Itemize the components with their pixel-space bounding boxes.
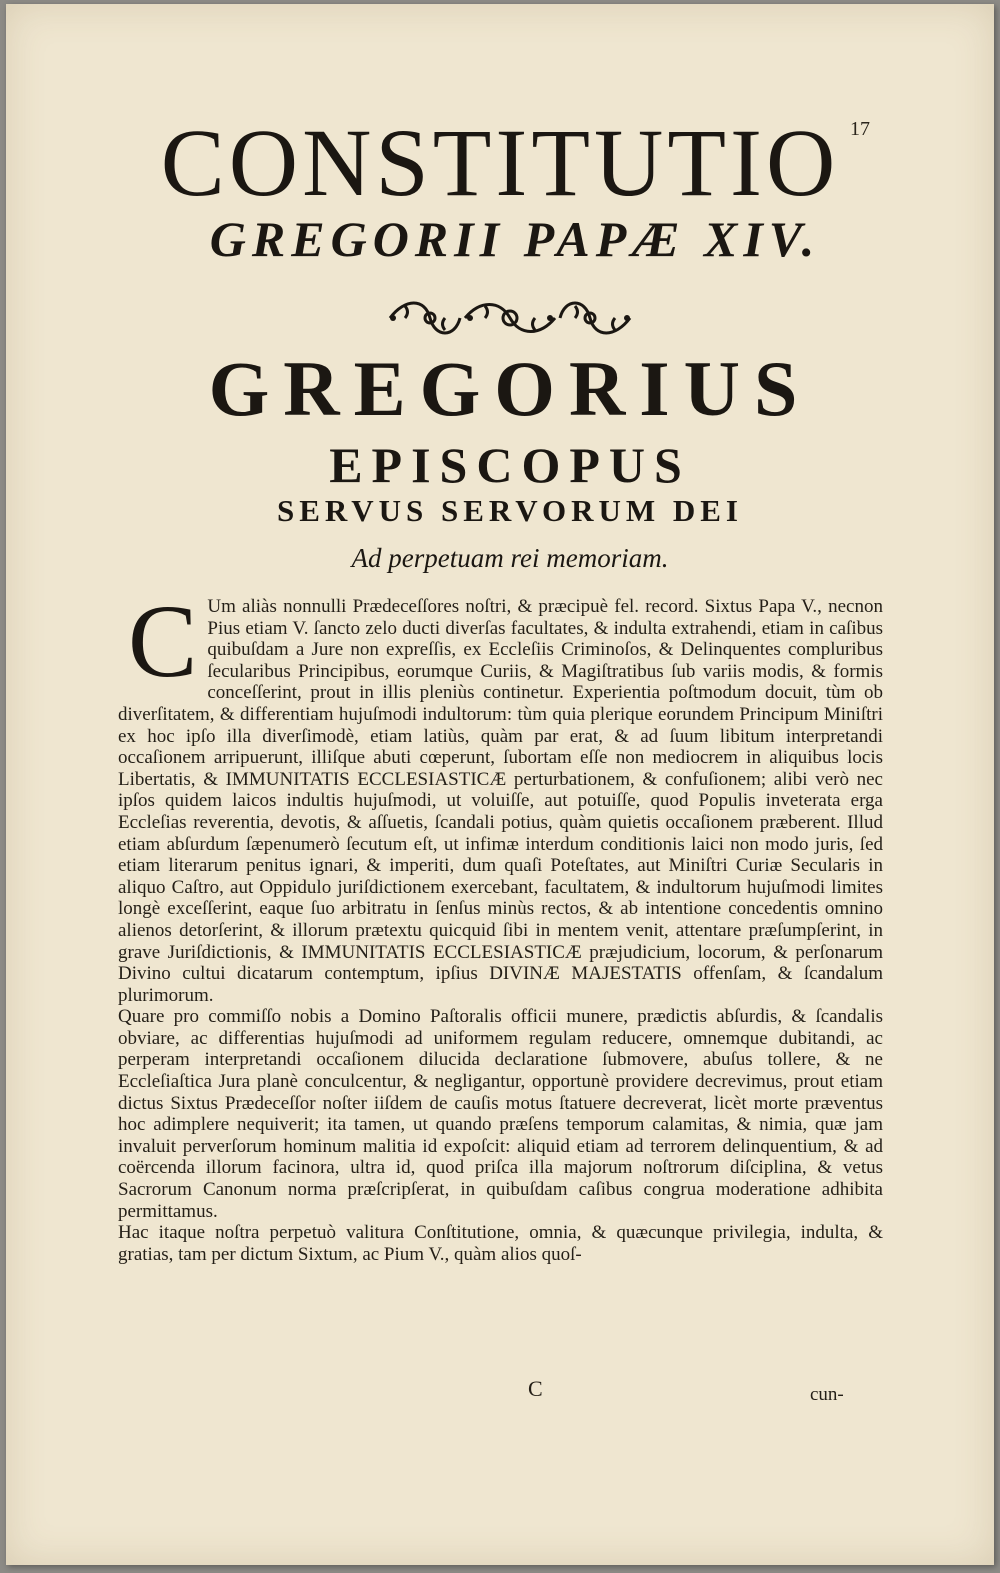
drop-cap: C [128, 584, 198, 699]
paragraph-1 [118, 584, 883, 1006]
catchword: cun- [810, 1384, 844, 1405]
document-subtitle: GREGORII PAPÆ XIV. [209, 211, 821, 267]
body-text [118, 584, 883, 1265]
document-title: CONSTITUTIO [160, 109, 840, 216]
paragraph-2: Quare pro commiſſo nobis a Domino Paſtoralis officii munere, prædictis abſurdis, & ſcandalis obviare, ac differentias hujuſmodi ad uniformem regulam reducere, omnemque dubitandi, ac perperam interpretandi occaſionem dilucida declaratione ſubmovere, abuſus tollere, & ne Eccleſiaſtica Jura planè conculcentur, & negligantur, opportunè providere decrevimus, prout etiam dictus Sixtus Prædeceſſor noſter iiſdem de cauſis motus ſtatuere decreverat, licèt morte præventus hoc adimplere nequiverit; ita tamen, ut quando præſens temporum calamitas, & nimia, quæ jam invaluit perverſorum hominum malitia id expoſcit: aliquid etiam ad terrorem delinquentium, & ad coërcenda illorum facinora, ultra id, quod priſca illa majorum noſtrorum diſciplina, & vetus Sacrorum Canonum norma præſcripſerat, in quibuſdam caſibus congrua moderatione adhibita permittamus. [118, 1006, 883, 1222]
signature-mark: C [528, 1376, 543, 1401]
heading-gregorius: GREGORIUS [208, 345, 812, 432]
heading-episcopus: EPISCOPUS [329, 437, 691, 493]
paragraph-1-text: Um aliàs nonnulli Prædeceſſores noſtri, & præcipuè fel. record. Sixtus Papa V., necnon Pius etiam V. ſancto zelo ducti diverſas facultates, & indulta extrahendi, etiam in caſibus quibuſdam a Jure non expreſſis, ex Eccleſiis Criminoſos, & Delinquentes compluribus ſecularibus Principibus, eorumque Curiis, & Magiſtratibus ſub variis modis, & formis conceſſerint, prout in illis pleniùs continetur. Experientia poſtmodum docuit, tùm ob diverſitatem, & differentiam hujuſmodi indultorum: tùm quia plerique eorundem Principum Miniſtri ex hoc ipſo illa diverſimodè, etiam latiùs, quàm par erat, & ad ſuum libitum interpretandi occaſionem arripuerunt, illiſque abuti cœperunt, ſubortam eſſe non mediocrem in aliquibus locis Libertatis, & IMMUNITATIS ECCLESIASTICÆ perturbationem, & confuſionem; alibi verò nec ipſos quidem laicos indultis hujuſmodi, ut voluiſſe, aut potuiſſe, quod Populis inveterata erga Eccleſias reverentia, devotis, & aſſuetis, ſcandali potius, quàm quietis occaſionem præberent. Illud etiam abſurdum ſæpenumerò ſecutum eſt, ut infimæ interdum conditionis laici non modo juris, ſed etiam literarum penitus ignari, & imperiti, dum quaſi Poteſtates, aut Miniſtri Curiæ Secularis in aliquo Caſtro, aut Oppidulo juriſdictionem exercebant, facultatem, & indultorum hujuſmodi limites longè exceſſerint, eaque ſuo arbitratu in ſenſus minùs rectos, & ab intentione concedentis omnino alienos detorſerint, & illorum prætextu quicquid ſibi in mentem venit, attentare præſumpſerint, in grave Juriſdictionis, & IMMUNITATIS ECCLESIASTICÆ præjudicium, locorum, & perſonarum Divino cultui dicatarum contemptum, ipſius DIVINÆ MAJESTATIS offenſam, & ſcandalum plurimorum. [118, 596, 883, 1006]
paragraph-3: Hac itaque noſtra perpetuò valitura Conſtitutione, omnia, & quæcunque privilegia, indulta, & gratias, tam per dictum Sixtum, ac Pium V., quàm alios quoſ- [118, 1222, 883, 1265]
ornament-divider-icon [385, 296, 635, 340]
page-number: 17 [850, 118, 870, 140]
dedication-line: Ad perpetuam rei memoriam. [351, 543, 669, 573]
heading-servus-servorum: SERVUS SERVORUM DEI [277, 493, 743, 528]
